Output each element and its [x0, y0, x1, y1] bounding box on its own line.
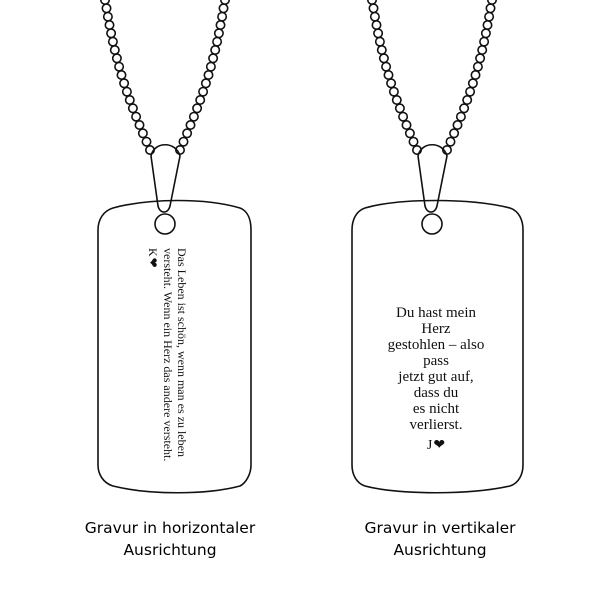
- chain-bead: [104, 13, 112, 21]
- chain-bead: [390, 88, 398, 96]
- right-signature-initial: J: [426, 438, 433, 453]
- chain-bead: [372, 21, 380, 29]
- chain-bead: [450, 129, 458, 137]
- chain-bead: [135, 121, 143, 129]
- chain-bead: [183, 129, 191, 137]
- chain-bead: [399, 113, 407, 121]
- chain-bead: [374, 29, 382, 37]
- right-caption-line-2: Ausrichtung: [393, 541, 487, 559]
- chain-bead: [107, 29, 115, 37]
- chain-bead: [207, 62, 215, 70]
- chain-bead: [190, 113, 198, 121]
- chain-bead: [109, 38, 117, 46]
- chain-bead: [393, 96, 401, 104]
- chain-bead: [129, 104, 137, 112]
- left-engraving-line-1: Das Leben ist schön, wenn man es zu leben: [175, 248, 189, 457]
- chain-bead: [115, 62, 123, 70]
- chain-bead: [406, 129, 414, 137]
- chain-bead: [384, 71, 392, 79]
- chain-bead: [453, 121, 461, 129]
- chain-bead: [219, 4, 227, 12]
- chain-bead: [179, 138, 187, 146]
- chain-bead: [199, 88, 207, 96]
- left-caption-line-1: Gravur in horizontaler: [84, 519, 256, 537]
- right-engraving-line-3: jetzt gut auf, dass du: [398, 369, 474, 401]
- chain-bead: [478, 46, 486, 54]
- chain-bead: [387, 79, 395, 87]
- chain-bead: [120, 79, 128, 87]
- left-caption-line-2: Ausrichtung: [123, 541, 217, 559]
- chain-bead: [218, 13, 226, 21]
- chain-bead: [409, 138, 417, 146]
- left-signature-initial: K: [146, 248, 160, 257]
- chain-bead: [463, 96, 471, 104]
- chain-bead: [474, 62, 482, 70]
- chain-bead: [466, 88, 474, 96]
- chain-bead: [482, 29, 490, 37]
- chain-bead: [446, 138, 454, 146]
- chain-bead: [382, 62, 390, 70]
- right-tag-bail: [418, 145, 447, 212]
- chain-bead: [213, 38, 221, 46]
- left-caption: [40, 517, 300, 561]
- chain-bead: [471, 71, 479, 79]
- chain-bead: [457, 113, 465, 121]
- chain-bead: [196, 96, 204, 104]
- right-caption: [310, 517, 570, 561]
- right-caption-line-1: Gravur in vertikaler: [364, 519, 516, 537]
- chain-bead: [113, 54, 121, 62]
- chain-bead: [117, 71, 125, 79]
- chain-bead: [483, 21, 491, 29]
- chain-bead: [202, 79, 210, 87]
- chain-bead: [480, 38, 488, 46]
- chain-bead: [132, 113, 140, 121]
- chain-bead: [105, 21, 113, 29]
- chain-bead: [186, 121, 194, 129]
- left-engraving-line-2: versteht. Wenn ein Herz das andere versteht.: [161, 248, 175, 462]
- left-signature: [146, 248, 160, 488]
- chain-bead: [369, 4, 377, 12]
- left-tag-hole: [155, 214, 175, 234]
- chain-bead: [209, 54, 217, 62]
- chain-bead: [193, 104, 201, 112]
- right-tag-hole: [422, 214, 442, 234]
- right-signature: [385, 437, 487, 454]
- right-engraving-line-1: Du hast mein Herz: [396, 305, 476, 337]
- chain-bead: [380, 54, 388, 62]
- chain-bead: [204, 71, 212, 79]
- chain-bead: [211, 46, 219, 54]
- chain-bead: [111, 46, 119, 54]
- chain-bead: [485, 13, 493, 21]
- chain-bead: [376, 38, 384, 46]
- left-ball-chain: [101, 0, 229, 154]
- chain-bead: [126, 96, 134, 104]
- chain-bead: [486, 4, 494, 12]
- chain-bead: [215, 29, 223, 37]
- chain-bead: [371, 13, 379, 21]
- chain-bead: [139, 129, 147, 137]
- right-ball-chain: [368, 0, 496, 154]
- chain-bead: [216, 21, 224, 29]
- chain-bead: [142, 138, 150, 146]
- chain-bead: [102, 4, 110, 12]
- heart-icon: ❤: [433, 437, 446, 453]
- right-engraving-line-4: es nicht verlierst.: [409, 401, 463, 433]
- chain-bead: [396, 104, 404, 112]
- chain-bead: [123, 88, 131, 96]
- right-engraving-line-2: gestohlen – also pass: [387, 337, 485, 369]
- chain-bead: [378, 46, 386, 54]
- chain-bead: [476, 54, 484, 62]
- chain-bead: [469, 79, 477, 87]
- heart-icon: ❤: [146, 257, 160, 268]
- left-tag-engraving: [137, 248, 189, 488]
- chain-bead: [460, 104, 468, 112]
- right-tag-engraving: [385, 305, 487, 454]
- chain-bead: [402, 121, 410, 129]
